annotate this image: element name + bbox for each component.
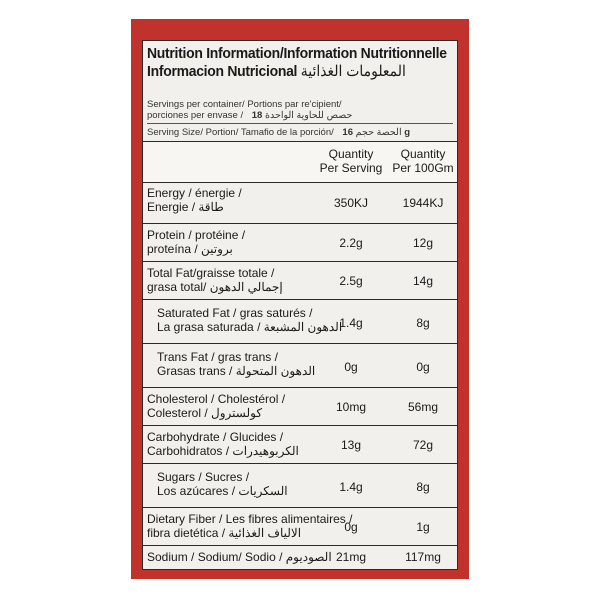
nutrition-label bbox=[142, 40, 458, 570]
row-label bbox=[157, 350, 315, 378]
row-label-line-1: Trans Fat / gras trans / bbox=[157, 350, 278, 364]
row-label bbox=[147, 186, 242, 214]
table-row-protein bbox=[143, 224, 457, 262]
row-label bbox=[157, 470, 288, 498]
table-row-total-fat bbox=[143, 262, 457, 300]
value-per-serving: 2.5g bbox=[339, 274, 363, 288]
row-label-line-1: Cholesterol / Cholestérol / bbox=[147, 392, 286, 406]
nutrition-table bbox=[143, 141, 457, 570]
value-per-100: 8g bbox=[416, 316, 430, 330]
row-label-line-2: Grasas trans / الدهون المتحولة bbox=[157, 364, 316, 378]
row-label-line-2: Los azúcares / السكريات bbox=[157, 484, 288, 498]
value-per-100: 56mg bbox=[407, 400, 439, 414]
value-per-100: 117mg bbox=[405, 550, 441, 564]
value-per-100: 12g bbox=[412, 236, 434, 250]
value-per-100: 1g bbox=[416, 520, 430, 534]
row-label bbox=[147, 266, 283, 294]
row-label-line-2: grasa total/ إجمالي الدهون bbox=[147, 280, 283, 294]
serving-size-line bbox=[147, 127, 453, 138]
row-label-line-2: fibra dietética / الالياف الغذائية bbox=[147, 526, 302, 540]
table-row-saturated-fat bbox=[143, 300, 457, 344]
row-label-line-2: La grasa saturada / الدهون المشبعة bbox=[157, 320, 343, 334]
servings-line-1: Servings per container/ Portions par re'cipient/ bbox=[147, 99, 342, 110]
header-per-100 bbox=[389, 147, 457, 175]
value-per-serving: 1.4g bbox=[339, 316, 363, 330]
value-per-100: 0g bbox=[416, 360, 430, 374]
row-label-line-1: Energy / énergie / bbox=[147, 186, 242, 200]
table-header bbox=[143, 142, 457, 183]
servings-label: porciones per envase / حصص للحاوية الواحدة bbox=[147, 110, 353, 121]
table-row-sodium bbox=[143, 546, 457, 570]
row-label-line-2: Carbohidratos / الكربوهيدرات bbox=[147, 444, 299, 458]
title-line-2 bbox=[147, 63, 432, 81]
value-per-100: 8g bbox=[416, 480, 430, 494]
serving-info bbox=[147, 99, 453, 138]
value-per-100: 72g bbox=[412, 438, 434, 452]
table-row-trans-fat bbox=[143, 344, 457, 388]
servings-line-2 bbox=[147, 110, 453, 121]
row-label-line-2: Energie / طاقة bbox=[147, 200, 224, 214]
row-label-line-1: Saturated Fat / gras saturés / bbox=[157, 306, 313, 320]
value-per-serving: 10mg bbox=[335, 400, 367, 414]
table-row-energy bbox=[143, 182, 457, 224]
table-row-cholesterol bbox=[143, 388, 457, 426]
header-per-serving bbox=[313, 147, 389, 175]
serving-size-label: Serving Size/ Portion/ Tamafio de la porción/ الحصة حجم bbox=[147, 127, 402, 138]
title-line-1: Nutrition Information/Information Nutritionnelle bbox=[147, 45, 447, 62]
row-label-line-2: proteína / بروتين bbox=[147, 242, 233, 256]
value-per-serving: 0g bbox=[344, 520, 358, 534]
row-label-line-1: Carbohydrate / Glucides / bbox=[147, 430, 284, 444]
row-label-line-1: Protein / protéine / bbox=[147, 228, 246, 242]
serving-size-value: 16 g bbox=[342, 127, 411, 138]
title-arabic: المعلومات الغذائية bbox=[300, 63, 406, 80]
header-per-100-text: Quantity Per 100Gm bbox=[392, 147, 454, 175]
value-per-100: 14g bbox=[412, 274, 434, 288]
title-spanish: Informacion Nutricional bbox=[147, 63, 298, 80]
row-label-line-2: Colesterol / كولسترول bbox=[147, 406, 263, 420]
value-per-serving: 1.4g bbox=[339, 480, 363, 494]
value-per-serving: 350KJ bbox=[333, 196, 369, 210]
row-label-line-1: Dietary Fiber / Les fibres alimentaires / bbox=[147, 512, 353, 526]
row-label bbox=[147, 392, 285, 420]
value-per-serving: 21mg bbox=[335, 550, 367, 564]
row-label-line-1: Sodium / Sodium/ Sodio / الصوديوم bbox=[147, 550, 332, 564]
row-label bbox=[147, 228, 245, 256]
value-per-100: 1944KJ bbox=[402, 196, 444, 210]
value-per-serving: 2.2g bbox=[339, 236, 363, 250]
table-row-sugars bbox=[143, 464, 457, 508]
header-per-serving-text: Quantity Per Serving bbox=[319, 147, 383, 175]
value-per-serving: 13g bbox=[340, 438, 362, 452]
row-label bbox=[147, 430, 299, 458]
row-label-line-1: Sugars / Sucres / bbox=[157, 470, 250, 484]
table-row-dietary-fiber bbox=[143, 508, 457, 546]
value-per-serving: 0g bbox=[344, 360, 358, 374]
serving-divider bbox=[147, 123, 453, 124]
label-title bbox=[147, 45, 447, 81]
servings-count: 18 bbox=[251, 110, 263, 121]
row-label-line-1: Total Fat/graisse totale / bbox=[147, 266, 275, 280]
row-label bbox=[147, 550, 332, 564]
table-row-carbohydrate bbox=[143, 426, 457, 464]
